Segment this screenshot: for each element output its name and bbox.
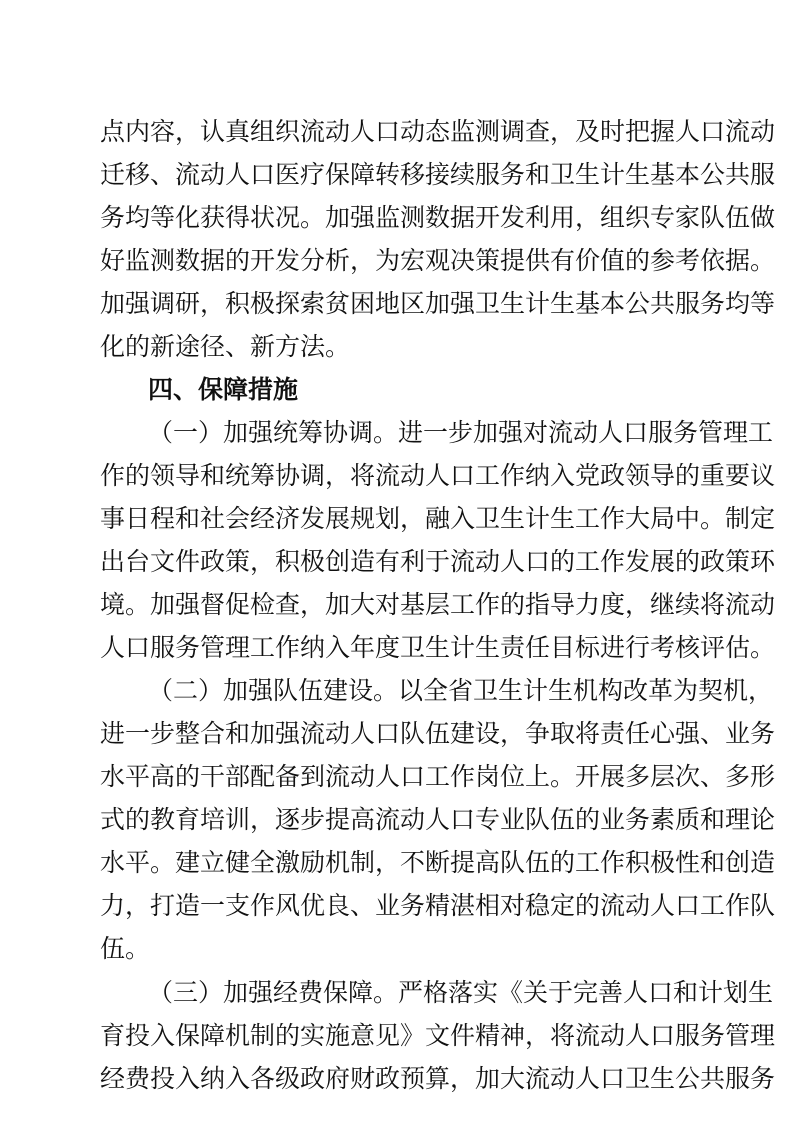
- intro-line-2: 迁移、流动人口医疗保障转移接续服务和卫生计生基本公共服: [100, 160, 776, 189]
- intro-line-3: 务均等化获得状况。加强监测数据开发利用，组织专家队伍做: [100, 203, 776, 232]
- paragraph2-line-4: 式的教育培训，逐步提高流动人口专业队伍的业务素质和理论: [100, 805, 776, 834]
- intro-line-1: 点内容，认真组织流动人口动态监测调查，及时把握人口流动: [100, 117, 776, 146]
- paragraph2-line-3: 水平高的干部配备到流动人口工作岗位上。开展多层次、多形: [100, 762, 776, 791]
- paragraph2-line-7: 伍。: [100, 934, 151, 963]
- paragraph2-line-1: （二）加强队伍建设。以全省卫生计生机构改革为契机，: [148, 676, 774, 705]
- paragraph3-line-2: 育投入保障机制的实施意见》文件精神，将流动人口服务管理: [100, 1021, 776, 1050]
- paragraph3-line-3: 经费投入纳入各级政府财政预算，加大流动人口卫生公共服务: [100, 1064, 776, 1093]
- intro-line-4: 好监测数据的开发分析，为宏观决策提供有价值的参考依据。: [100, 246, 776, 275]
- paragraph2-line-5: 水平。建立健全激励机制，不断提高队伍的工作积极性和创造: [100, 848, 776, 877]
- paragraph1-line-3: 事日程和社会经济发展规划，融入卫生计生工作大局中。制定: [100, 504, 776, 533]
- intro-line-5: 加强调研，积极探索贫困地区加强卫生计生基本公共服务均等: [100, 289, 776, 318]
- paragraph1-line-2: 作的领导和统筹协调，将流动人口工作纳入党政领导的重要议: [100, 461, 776, 490]
- paragraph1-line-1: （一）加强统筹协调。进一步加强对流动人口服务管理工: [148, 418, 774, 447]
- section-heading: 四、保障措施: [148, 375, 299, 404]
- paragraph3-line-1: （三）加强经费保障。严格落实《关于完善人口和计划生: [148, 978, 774, 1007]
- paragraph2-line-6: 力，打造一支作风优良、业务精湛相对稳定的流动人口工作队: [100, 891, 776, 920]
- paragraph2-line-2: 进一步整合和加强流动人口队伍建设，争取将责任心强、业务: [100, 719, 776, 748]
- paragraph1-line-6: 人口服务管理工作纳入年度卫生计生责任目标进行考核评估。: [100, 633, 776, 662]
- intro-line-6: 化的新途径、新方法。: [100, 332, 351, 361]
- paragraph1-line-4: 出台文件政策，积极创造有利于流动人口的工作发展的政策环: [100, 547, 776, 576]
- paragraph1-line-5: 境。加强督促检查，加大对基层工作的指导力度，继续将流动: [100, 590, 776, 619]
